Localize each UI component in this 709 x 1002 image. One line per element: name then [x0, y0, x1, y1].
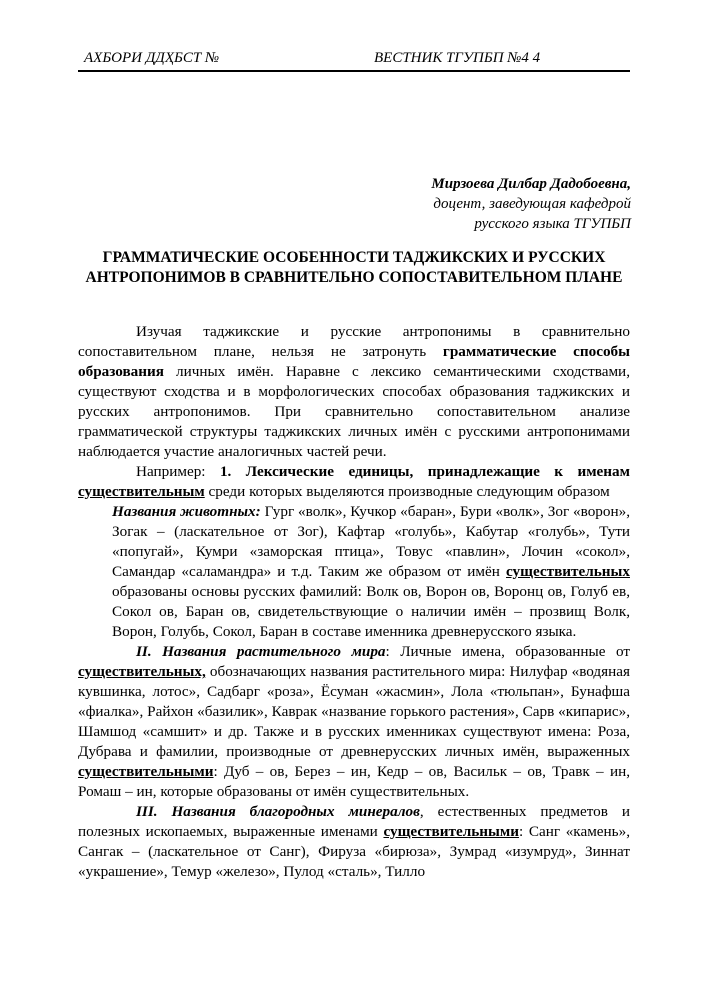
section-label-animals: Названия животных: — [112, 503, 261, 520]
text-span: личных имён. Наравне с лексико семантическими сходствами, существуют сходства и в морфологических способах образования таджикских и русских антропонимов. При сравнительно сопоставительном анализе грамматической структуры таджикских личных имён с русскими антропонимами наблюдается участие аналогичных частей речи. — [78, 363, 630, 460]
section-label-minerals: III. Названия благородных минералов — [136, 803, 420, 820]
text-span: Например: — [136, 463, 220, 480]
text-span: Гург «волк», Кучкор «баран», Бури «волк», Зог «ворон», Зогак – (ласкательное от Зог), Кафтар «голубь», Кабутар «голубь», Тути «попугай», Кумри «заморская птица», Товус «павлин», Лочин «сокол», Самандар «саламандра» и т.д. Таким же образом от имён — [112, 503, 630, 580]
underlined-term: существительных, — [78, 663, 206, 680]
text-span: : Дуб – ов, Берез – ин, Кедр – ов, Васильк – ов, Травк – ин, Ромаш – ин, которые образованы от имён существительных. — [78, 763, 630, 800]
text-span: : Санг «камень», Сангак – (ласкательное от Санг), Фируза «бирюза», Зумрад «изумруд», Зиннат «украшение», Темур «железо», Пулод «сталь», Тилло — [78, 823, 630, 880]
text-span: обозначающих названия растительного мира: Нилуфар «водяная кувшинка, лотос», Садбарг «роза», Ёсуман «жасмин», Лола «тюльпан», Бунафша «фиалка», Райхон «базилик», Каврак «название горького растения», Сарв «кипарис», Шамшод «самшит» и др. Также и в русских именниках существуют имена: Роза, Дубрава и фамилии, производные от древнерусских личных имён, выраженных — [78, 663, 630, 760]
paragraph-example — [78, 462, 630, 502]
bold-heading: 1. Лексические единицы, принадлежащие к именам — [219, 463, 630, 480]
text-span: среди которых выделяются производные следующим образом — [204, 483, 610, 500]
text-span: образованы основы русских фамилий: Волк ов, Ворон ов, Воронц ов, Голуб ев, Сокол ов, Баран ов, свидетельствующие о наличии имён – прозвищ Волк, Ворон, Голубь, Сокол, Баран в составе именника древнерусского языка. — [112, 583, 630, 640]
article-body — [78, 322, 630, 882]
author-name: Мирзоева Дилбар Дадобоевна, — [431, 176, 631, 192]
paragraph-intro — [78, 322, 630, 462]
underlined-term: существительных — [506, 563, 630, 580]
paragraph-animals — [112, 502, 630, 642]
author-position: доцент, заведующая кафедрой — [433, 196, 631, 212]
header-journal-tajik: АХБОРИ ДДҲБСТ № — [84, 50, 220, 66]
section-label-plants: II. Названия растительного мира — [136, 643, 386, 660]
author-department: русского языка ТГУПБП — [474, 216, 631, 232]
running-header — [78, 46, 630, 72]
paragraph-plants — [78, 642, 630, 802]
header-journal-russian: ВЕСТНИК ТГУПБП №4 4 — [374, 50, 541, 66]
underlined-term: существительными — [383, 823, 519, 840]
underlined-term: существительным — [78, 483, 205, 500]
underlined-term: существительными — [78, 763, 214, 780]
text-span: Изучая таджикские и русские антропонимы в сравнительно сопоставительном плане, нельзя не затронуть — [78, 323, 630, 360]
article-title: ГРАММАТИЧЕСКИЕ ОСОБЕННОСТИ ТАДЖИКСКИХ И РУССКИХ АНТРОПОНИМОВ В СРАВНИТЕЛЬНО СОПОСТАВИТЕЛЬНОМ ПЛАНЕ — [85, 249, 623, 286]
author-block — [331, 174, 631, 234]
bold-term: грамматические способы образования — [78, 343, 630, 380]
text-span: : Личные имена, образованные от — [385, 643, 631, 660]
text-span: , естественных предметов и полезных ископаемых, выраженные именами — [78, 803, 630, 840]
paragraph-minerals — [78, 802, 630, 882]
